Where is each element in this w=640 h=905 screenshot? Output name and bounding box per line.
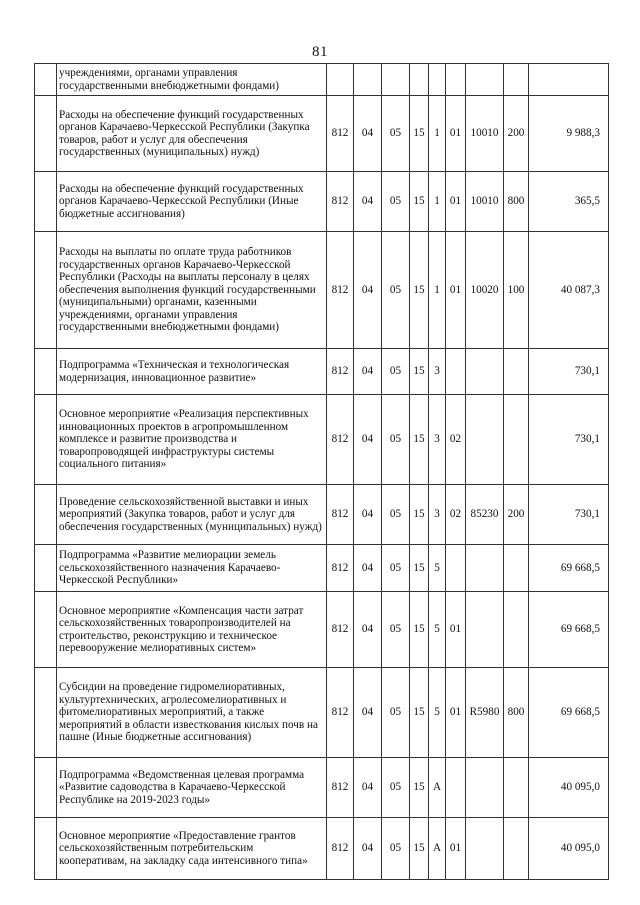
cell-gr: 812 — [327, 485, 354, 545]
table-row — [35, 349, 609, 395]
row-description: Основное мероприятие «Предоставление грантов сельскохозяйственным потребительским кооперативам, на закладку сада интенсивного типа» — [57, 818, 327, 880]
row-description: Расходы на обеспечение функций государственных органов Карачаево-Черкесской Республики (Закупка товаров, работ и услуг для обеспечения государственных (муниципальных) нужд) — [57, 96, 327, 172]
cell-direction: 10020 — [466, 232, 504, 349]
cell-pr — [382, 64, 410, 96]
cell-expense-type — [504, 818, 529, 880]
table-row — [35, 232, 609, 349]
cell-amount: 40 087,3 — [529, 232, 609, 349]
table-row — [35, 545, 609, 592]
row-description: Проведение сельскохозяйственной выставки и иных мероприятий (Закупка товаров, работ и услуг для обеспечения государственных (муниципальных) нужд) — [57, 485, 327, 545]
table-row — [35, 485, 609, 545]
table-body — [35, 64, 609, 880]
cell-amount: 9 988,3 — [529, 96, 609, 172]
cell-main-activity: 01 — [446, 232, 466, 349]
cell-amount: 365,5 — [529, 172, 609, 232]
cell-subprogram: 5 — [429, 545, 446, 592]
cell-program: 15 — [410, 758, 429, 818]
cell-program: 15 — [410, 592, 429, 668]
cell-amount: 730,1 — [529, 395, 609, 485]
cell-rz: 04 — [354, 668, 382, 758]
cell-rz: 04 — [354, 232, 382, 349]
cell-gr — [327, 64, 354, 96]
cell-main-activity — [446, 64, 466, 96]
row-description: Субсидии на проведение гидромелиоративных, культуртехнических, агролесомелиоративных и фитомелиоративных мероприятий, а также мероприятий в области известкования кислых почв на пашне (Иные бюджетные ассигнования) — [57, 668, 327, 758]
empty-cell — [35, 96, 57, 172]
cell-amount: 40 095,0 — [529, 818, 609, 880]
cell-gr: 812 — [327, 758, 354, 818]
cell-expense-type: 200 — [504, 485, 529, 545]
cell-rz: 04 — [354, 349, 382, 395]
cell-gr: 812 — [327, 668, 354, 758]
cell-rz: 04 — [354, 485, 382, 545]
table-row — [35, 96, 609, 172]
cell-program: 15 — [410, 485, 429, 545]
cell-pr: 05 — [382, 545, 410, 592]
cell-direction: 10010 — [466, 172, 504, 232]
cell-rz: 04 — [354, 818, 382, 880]
cell-pr: 05 — [382, 485, 410, 545]
cell-program: 15 — [410, 232, 429, 349]
cell-direction — [466, 592, 504, 668]
cell-expense-type — [504, 64, 529, 96]
row-description: Основное мероприятие «Компенсация части затрат сельскохозяйственных товаропроизводителей на строительство, реконструкцию и техническое перевооружение мелиоративных систем» — [57, 592, 327, 668]
table-row — [35, 758, 609, 818]
cell-gr: 812 — [327, 395, 354, 485]
cell-rz: 04 — [354, 545, 382, 592]
empty-cell — [35, 232, 57, 349]
row-description: Подпрограмма «Развитие мелиорации земель сельскохозяйственного назначения Карачаево-Черкесской Республики» — [57, 545, 327, 592]
cell-gr: 812 — [327, 96, 354, 172]
cell-main-activity: 01 — [446, 592, 466, 668]
cell-subprogram: 3 — [429, 485, 446, 545]
cell-direction: R5980 — [466, 668, 504, 758]
cell-direction — [466, 818, 504, 880]
cell-gr: 812 — [327, 545, 354, 592]
cell-subprogram: А — [429, 758, 446, 818]
cell-subprogram: 5 — [429, 592, 446, 668]
table-row — [35, 64, 609, 96]
cell-pr: 05 — [382, 818, 410, 880]
cell-expense-type: 200 — [504, 96, 529, 172]
empty-cell — [35, 172, 57, 232]
cell-main-activity: 02 — [446, 395, 466, 485]
cell-gr: 812 — [327, 818, 354, 880]
row-description: Основное мероприятие «Реализация перспективных инновационных проектов в агропромышленном комплексе и развитие производства и товаропроводящей инфраструктуры системы социального питания» — [57, 395, 327, 485]
cell-pr: 05 — [382, 395, 410, 485]
cell-rz: 04 — [354, 172, 382, 232]
table-row — [35, 592, 609, 668]
cell-direction — [466, 758, 504, 818]
cell-direction: 10010 — [466, 96, 504, 172]
budget-table — [34, 63, 609, 880]
cell-program: 15 — [410, 172, 429, 232]
cell-subprogram: 1 — [429, 232, 446, 349]
empty-cell — [35, 818, 57, 880]
cell-program: 15 — [410, 96, 429, 172]
cell-expense-type: 800 — [504, 172, 529, 232]
cell-subprogram: 3 — [429, 395, 446, 485]
cell-program: 15 — [410, 818, 429, 880]
cell-program: 15 — [410, 395, 429, 485]
cell-direction — [466, 64, 504, 96]
cell-amount: 69 668,5 — [529, 545, 609, 592]
cell-expense-type — [504, 395, 529, 485]
cell-main-activity: 01 — [446, 668, 466, 758]
table-row — [35, 668, 609, 758]
cell-expense-type — [504, 349, 529, 395]
cell-pr: 05 — [382, 349, 410, 395]
cell-subprogram: 1 — [429, 96, 446, 172]
empty-cell — [35, 592, 57, 668]
cell-main-activity — [446, 349, 466, 395]
cell-main-activity: 01 — [446, 96, 466, 172]
cell-expense-type: 800 — [504, 668, 529, 758]
cell-expense-type: 100 — [504, 232, 529, 349]
cell-amount: 730,1 — [529, 485, 609, 545]
row-description: Расходы на выплаты по оплате труда работников государственных органов Карачаево-Черкесской Республики (Расходы на выплаты персоналу в целях обеспечения выполнения функций государственными (муниципальными) органами, казенными учреждениями, органами управления государственными внебюджетными фондами) — [57, 232, 327, 349]
empty-cell — [35, 668, 57, 758]
cell-subprogram — [429, 64, 446, 96]
cell-rz: 04 — [354, 592, 382, 668]
cell-subprogram: 5 — [429, 668, 446, 758]
cell-amount — [529, 64, 609, 96]
cell-main-activity: 01 — [446, 818, 466, 880]
cell-direction — [466, 349, 504, 395]
cell-main-activity: 02 — [446, 485, 466, 545]
table-row — [35, 395, 609, 485]
cell-direction — [466, 545, 504, 592]
cell-amount: 69 668,5 — [529, 592, 609, 668]
cell-subprogram: А — [429, 818, 446, 880]
cell-subprogram: 3 — [429, 349, 446, 395]
cell-program: 15 — [410, 545, 429, 592]
cell-gr: 812 — [327, 172, 354, 232]
cell-pr: 05 — [382, 96, 410, 172]
cell-program — [410, 64, 429, 96]
cell-amount: 40 095,0 — [529, 758, 609, 818]
empty-cell — [35, 349, 57, 395]
table-row — [35, 818, 609, 880]
cell-expense-type — [504, 758, 529, 818]
empty-cell — [35, 758, 57, 818]
cell-amount: 730,1 — [529, 349, 609, 395]
cell-main-activity — [446, 758, 466, 818]
cell-pr: 05 — [382, 232, 410, 349]
cell-rz: 04 — [354, 758, 382, 818]
cell-program: 15 — [410, 668, 429, 758]
row-description: Подпрограмма «Ведомственная целевая программа «Развитие садоводства в Карачаево-Черкесской Республике на 2019-2023 годы» — [57, 758, 327, 818]
empty-cell — [35, 64, 57, 96]
cell-main-activity: 01 — [446, 172, 466, 232]
cell-pr: 05 — [382, 758, 410, 818]
cell-rz — [354, 64, 382, 96]
cell-direction — [466, 395, 504, 485]
cell-program: 15 — [410, 349, 429, 395]
row-description: учреждениями, органами управления государственными внебюджетными фондами) — [57, 64, 327, 96]
cell-pr: 05 — [382, 592, 410, 668]
cell-amount: 69 668,5 — [529, 668, 609, 758]
cell-rz: 04 — [354, 96, 382, 172]
cell-gr: 812 — [327, 232, 354, 349]
cell-expense-type — [504, 592, 529, 668]
page-number: 81 — [312, 44, 328, 60]
cell-main-activity — [446, 545, 466, 592]
cell-subprogram: 1 — [429, 172, 446, 232]
empty-cell — [35, 485, 57, 545]
cell-expense-type — [504, 545, 529, 592]
cell-gr: 812 — [327, 592, 354, 668]
table-row — [35, 172, 609, 232]
cell-rz: 04 — [354, 395, 382, 485]
cell-pr: 05 — [382, 668, 410, 758]
row-description: Расходы на обеспечение функций государственных органов Карачаево-Черкесской Республики (Иные бюджетные ассигнования) — [57, 172, 327, 232]
empty-cell — [35, 395, 57, 485]
row-description: Подпрограмма «Техническая и технологическая модернизация, инновационное развитие» — [57, 349, 327, 395]
cell-direction: 85230 — [466, 485, 504, 545]
cell-gr: 812 — [327, 349, 354, 395]
empty-cell — [35, 545, 57, 592]
cell-pr: 05 — [382, 172, 410, 232]
